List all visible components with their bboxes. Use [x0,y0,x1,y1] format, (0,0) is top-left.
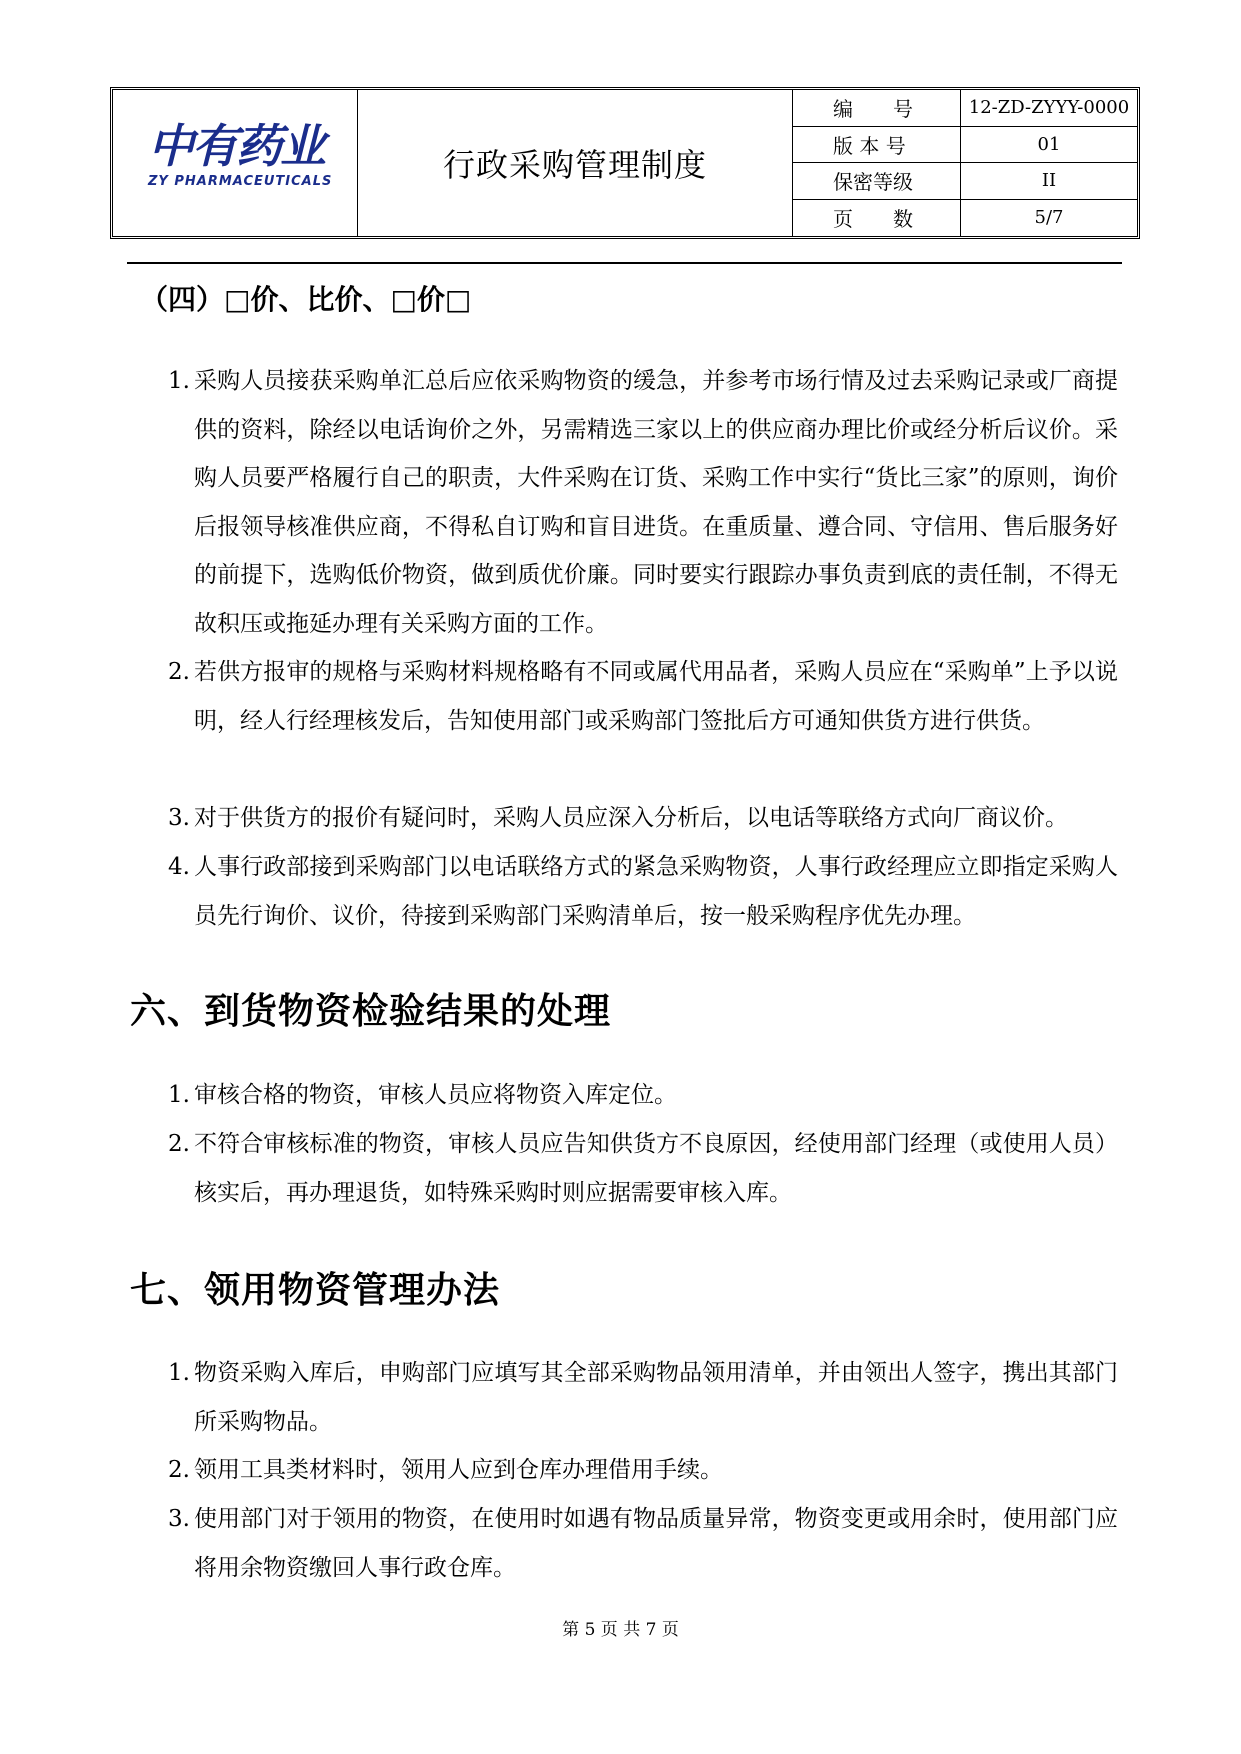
meta-row-pages [793,200,1137,237]
list-item-number: 2. [168,1457,190,1483]
list-item [168,843,1118,940]
list-item [168,1071,1118,1120]
meta-row-number [793,90,1137,127]
document-header-table [110,87,1140,239]
list-item [168,357,1118,648]
page-footer: 第 5 页 共 7 页 [562,1620,679,1640]
list-item-number: 4. [168,854,190,880]
list-item-number: 1. [168,1360,190,1386]
logo-cell [113,90,358,236]
meta-value: 5/7 [1034,207,1064,229]
list-item [168,1495,1118,1592]
logo-english-text: ZY PHARMACEUTICALS [148,174,333,189]
list-item-number: 1. [168,368,190,394]
list-item-text: 领用工具类材料时，领用人应到仓库办理借用手续。 [194,1457,723,1483]
list-item-text: 物资采购入库后，申购部门应填写其全部采购物品领用清单，并由领出人签字，携出其部门所采购物品。 [194,1360,1118,1435]
header-divider [127,262,1122,264]
section-heading: （四）□价、比价、□价□ [140,283,472,316]
document-title: 行政采购管理制度 [442,146,707,184]
section-heading: 六、到货物资检验结果的处理 [130,991,612,1032]
meta-label: 保密等级 [793,163,961,199]
list-item-text: 对于供货方的报价有疑问时，采购人员应深入分析后，以电话等联络方式向厂商议价。 [194,805,1068,831]
list-item-number: 2. [168,659,190,685]
list-item-number: 1. [168,1082,190,1108]
section-heading: 七、领用物资管理办法 [130,1270,501,1311]
title-cell [358,90,793,236]
meta-row-version [793,127,1137,164]
company-logo [148,120,333,210]
list-item-number: 3. [168,1506,190,1532]
logo-chinese-text: 中有药业 [148,119,324,173]
list-item [168,1120,1118,1217]
meta-row-security-level [793,163,1137,200]
list-item [168,1446,1118,1495]
list-item-number: 2. [168,1131,190,1157]
meta-label: 编 号 [793,90,961,126]
list-item [168,1349,1118,1446]
meta-value: 01 [1037,133,1061,155]
meta-value: II [1041,170,1057,192]
meta-value: 12-ZD-ZYYY-0000 [968,97,1130,119]
list-item-text: 人事行政部接到采购部门以电话联络方式的紧急采购物资，人事行政经理应立即指定采购人员先行询价、议价，待接到采购部门采购清单后，按一般采购程序优先办理。 [194,854,1118,929]
meta-label: 版 本 号 [793,127,961,163]
list-item-number: 3. [168,805,190,831]
list-item-text: 使用部门对于领用的物资，在使用时如遇有物品质量异常，物资变更或用余时，使用部门应将用余物资缴回人事行政仓库。 [194,1506,1118,1581]
list-item-text: 审核合格的物资，审核人员应将物资入库定位。 [194,1082,677,1108]
document-meta [793,90,1137,236]
list-item-text: 采购人员接获采购单汇总后应依采购物资的缓急，并参考市场行情及过去采购记录或厂商提供的资料，除经以电话询价之外，另需精选三家以上的供应商办理比价或经分析后议价。采购人员要严格履行自己的职责，大件采购在订货、采购工作中实行“货比三家”的原则，询价后报领导核准供应商，不得私自订购和盲目进货。在重质量、遵合同、守信用、售后服务好的前提下，选购低价物资，做到质优价廉。同时要实行跟踪办事负责到底的责任制，不得无故积压或拖延办理有关采购方面的工作。 [194,368,1118,637]
list-item-text: 不符合审核标准的物资，审核人员应告知供货方不良原因，经使用部门经理（或使用人员）核实后，再办理退货，如特殊采购时则应据需要审核入库。 [194,1131,1118,1206]
meta-label: 页 数 [793,200,961,237]
list-item-text: 若供方报审的规格与采购材料规格略有不同或属代用品者，采购人员应在“采购单”上予以说明，经人行经理核发后，告知使用部门或采购部门签批后方可通知供货方进行供货。 [194,659,1118,734]
list-item [168,648,1118,745]
list-item [168,794,1118,843]
